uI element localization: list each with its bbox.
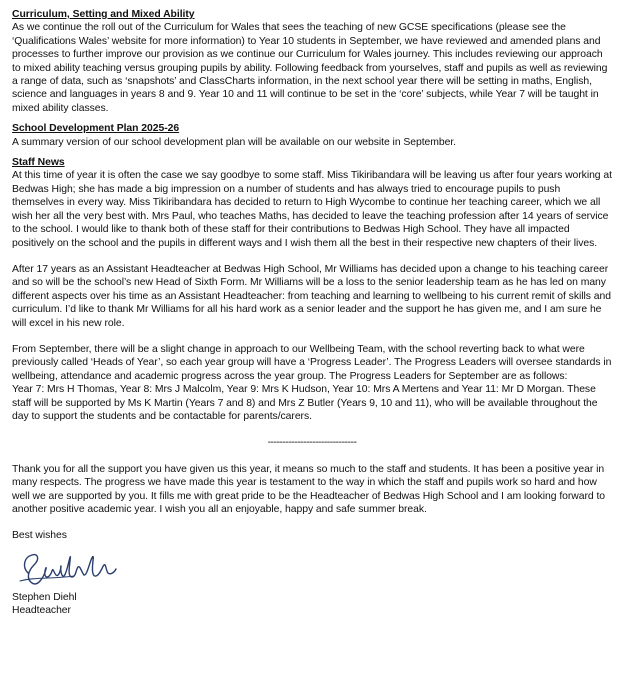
curriculum-body: As we continue the roll out of the Curriculum for Wales that sees the teaching of new GCSE specifications (please see the ‘Qualifications Wales’ website for more information) to Year 10 students in September, we have reviewed and amended plans and processes to further improve our provision as we continue our Curriculum for Wales journey. This includes reviewing our approach to mixed ability teaching versus grouping pupils by ability. Following feedback from yourselves, staff and pupils as well as reviewing a range of data, such as ‘snapshots’ and ClassCharts information, in the next school year there will be setting in maths, English, science and languages in years 8 and 9. Year 10 and 11 will continue to be set in the ‘core’ subjects, while Year 7 will be taught in mixed ability classes. bbox=[12, 22, 608, 114]
signatory-role: Headteacher bbox=[12, 605, 71, 617]
staff-news-paragraph-1: At this time of year it is often the case we say goodbye to some staff. Miss Tikiribandara will be leaving us after four years working at Bedwas High; she has made a big impression on a number of students and has always tried to encourage pupils to push themselves in every way. Miss Tikiribandara has decided to return to High Wycombe to continue her teaching career, which we all wish her all the very best with. Mrs Paul, who teaches Maths, has decided to leave the teaching profession after 14 years of service to the school. I would like to thank both of these staff for their contributions to Bedwas High School. They have all impacted positively on the school and the pupils in different ways and I wish them all the best in their respective new chapters of their lives. bbox=[12, 170, 612, 249]
development-plan-heading: School Development Plan 2025-26 bbox=[12, 123, 180, 135]
staff-news-paragraph-4: Year 7: Mrs H Thomas, Year 8: Mrs J Malcolm, Year 9: Mrs K Hudson, Year 10: Mrs A Mertens and Year 11: Mr D Morgan. These staff will be supported by Ms K Martin (Years 7 and 8) and Mrs Z Butler (Years 9, 10 and 11), who will be available throughout the day to support the students and be contactable for parents/carers. bbox=[12, 384, 598, 422]
staff-news-paragraph-3: From September, there will be a slight change in approach to our Wellbeing Team, with the school reverting back to what were previously called ‘Heads of Year’, so each year group will have a ‘Progress Leader’. The Progress Leaders will oversee standards in wellbeing, attendance and academic progress across the year group. The Progress Leaders for September are as follows: bbox=[12, 343, 612, 382]
closing-paragraph: Thank you for all the support you have given us this year, it means so much to the staff and students. It has been a positive year in many respects. The progress we have made this year is testament to the way in which the staff and pupils work so hard and how well we are supported by you. It fills me with great pride to be the Headteacher of Bedwas High School and I am looking forward to another positive academic year. I wish you all an enjoyable, happy and safe summer break. bbox=[12, 463, 606, 515]
sign-off: Best wishes bbox=[12, 530, 67, 542]
handwritten-signature-icon bbox=[14, 543, 124, 591]
signatory-name: Stephen Diehl bbox=[12, 591, 77, 603]
staff-news-heading: Staff News bbox=[12, 157, 65, 169]
section-separator: ------------------------------ bbox=[267, 437, 357, 449]
development-plan-body: A summary version of our school development plan will be available on our website in September. bbox=[12, 136, 457, 148]
signature-image bbox=[14, 543, 124, 591]
staff-news-paragraph-2: After 17 years as an Assistant Headteacher at Bedwas High School, Mr Williams has decided upon a change to his teaching career and so will be the school’s new Head of Sixth Form. Mr Williams will be a loss to the senior leadership team as he has led on many different aspects over his time as an Assistant Headteacher: from teaching and learning to wellbeing to his current remit of skills and curriculum. I’d like to thank Mr Williams for all his hard work as a senior leader and the support he has given me, and I am sure he will excel in his new role. bbox=[12, 263, 611, 329]
curriculum-heading: Curriculum, Setting and Mixed Ability bbox=[12, 9, 195, 20]
newsletter-page bbox=[12, 8, 612, 618]
